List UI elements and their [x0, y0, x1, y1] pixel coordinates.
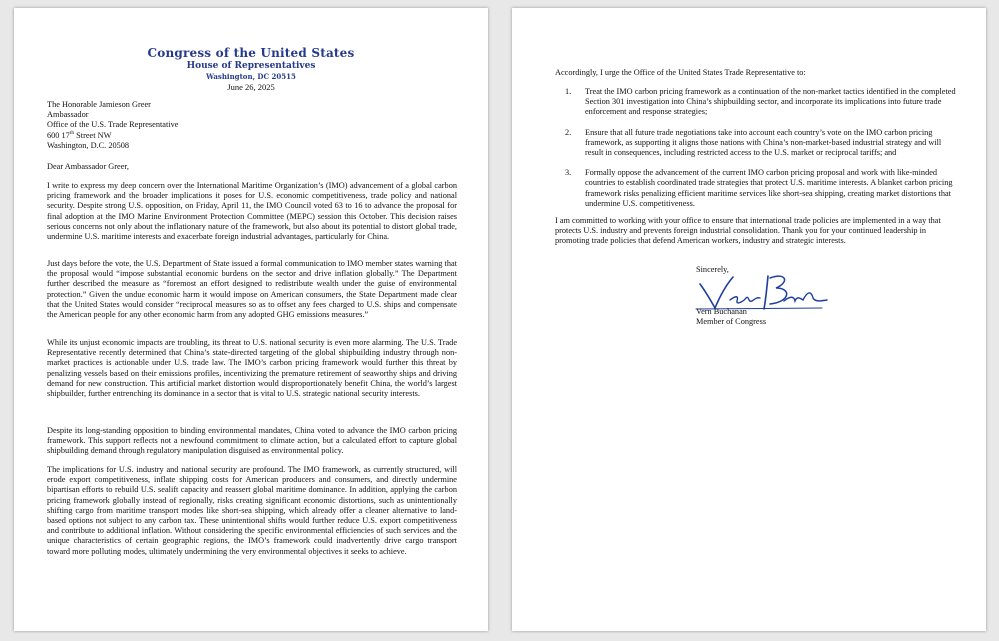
address-line: Ambassador	[47, 110, 89, 120]
street-name: Street NW	[74, 130, 112, 140]
body-paragraph: I write to express my deep concern over the International Maritime Organization’s (IMO) advancement of a global carbon pricing framework and the broader implications it poses for U.S. economic competitiveness, trade policy and national security. Despite strong U.S. opposition, on Friday, April 11, the IMO Council voted 63 to 16 to advance the proposal for final adoption at the IMO Marine Environment Protection Committee (MEPC) session this October. This decision raises serious concerns not only about the inflationary nature of the framework, but also about its potential to distort global trade, undermine U.S. maritime interests and exacerbate foreign industrial advantages, particularly for China.	[47, 181, 457, 242]
salutation: Dear Ambassador Greer,	[47, 162, 129, 171]
recommendations-intro: Accordingly, I urge the Office of the United States Trade Representative to:	[555, 68, 806, 77]
address-line: The Honorable Jamieson Greer	[47, 100, 151, 109]
list-item-number: 3.	[565, 168, 572, 178]
list-item	[555, 87, 960, 118]
recommendations-list	[555, 87, 960, 219]
letter-page-1	[14, 8, 488, 631]
body-paragraph: While its unjust economic impacts are troubling, its threat to U.S. national security is even more alarming. The U.S. Trade Representative recently determined that China’s state-directed targeting of the global shipbuilding industry through non-market practices is actionable under U.S. trade law. The IMO’s carbon pricing framework would further this threat by penalizing vessels based on their emissions profiles, incentivizing the premature retirement of seaworthy ships and driving demand for new construction. This artificial market distortion would disproportionately benefit China, the world’s largest shipbuilder, further entrenching its dominance in a sector that is vital to U.S. strategic national security interests.	[47, 338, 457, 399]
address-line: Washington, D.C. 20508	[47, 140, 130, 150]
letterhead-city: Washington, DC 20515	[206, 72, 296, 81]
body-paragraph: The implications for U.S. industry and national security are profound. The IMO framework, as currently structured, will erode export competitiveness, inflate shipping costs for American producers and consumers, and directly undermine bipartisan efforts to rebuild U.S. sealift capacity and reassert global maritime dominance. In addition, applying the carbon pricing framework globally instead of regionally, risks creating significant economic distortions, such as unintentionally shifting cargo from maritime transport modes like short-sea shipping, which already offer a cleaner alternative to land-based options not subject to any carbon tax. These unintentional shifts would further reduce U.S. export competitiveness and contribute to additional inflation. Without considering the specific environmental efficiencies of such services and the unique characteristics of certain geographic regions, the IMO’s framework could inadvertently drive cargo transport toward more polluting modes, ultimately undermining the very environmental objectives it seeks to achieve.	[47, 465, 457, 556]
list-item-number: 2.	[565, 127, 572, 137]
letterhead-title: Congress of the United States	[147, 46, 355, 60]
sign-off: Sincerely,	[696, 265, 729, 274]
body-paragraph: Despite its long-standing opposition to binding environmental mandates, China voted to advance the IMO carbon pricing framework. This support reflects not a newfound commitment to climate action, but a calculated effort to capture global shipbuilding demand through regulatory manipulation disguised as environmental policy.	[47, 426, 457, 456]
address-line: Office of the U.S. Trade Representative	[47, 120, 179, 130]
signatory	[696, 307, 766, 327]
address-line	[47, 131, 178, 141]
letter-page-2	[512, 8, 986, 631]
closing-paragraph: I am committed to working with your office to ensure that international trade policies are implemented in a way that protects U.S. industry and prevents foreign industrial consolidation. Thank you for your continued leadership in promoting trade policies that defend American workers, industry and strategic interests.	[555, 216, 941, 246]
recipient-address	[47, 100, 178, 151]
list-item-number: 1.	[565, 87, 572, 96]
signatory-title: Member of Congress	[696, 317, 767, 326]
list-item-text: Formally oppose the advancement of the current IMO carbon pricing proposal and work with like-minded countries to establish coordinated trade strategies that protect U.S. maritime interests. A blanket carbon pricing framework risks penalizing efficient maritime services like short-sea shipping, creating market distortions that undermine U.S. competitiveness.	[585, 168, 953, 208]
letter-date: June 26, 2025	[227, 82, 275, 92]
list-item	[555, 168, 960, 209]
letterhead-subtitle: House of Representatives	[186, 61, 316, 71]
list-item	[555, 128, 960, 159]
list-item-text: Ensure that all future trade negotiations take into account each country’s vote on the IMO carbon pricing framework, as supporting it aligns those nations with China’s non-market-based industrial strategy and will result in consequences, including restricted access to the U.S. market or reciprocal tariffs; and	[585, 127, 942, 158]
list-item-text: Treat the IMO carbon pricing framework as a continuation of the non-market tactics identified in the completed Section 301 investigation into China’s shipbuilding sector, and incorporate its implications into future trade enforcement and response strategies;	[585, 87, 956, 117]
body-paragraph: Just days before the vote, the U.S. Department of State issued a formal communication to IMO member states warning that the proposal would “impose substantial economic burdens on the sector and drive inflation globally.” The Department further described the measure as “foremost an effort designed to redistribute wealth under the guise of environmental protection.” Given the undue economic harm it would impose on American consumers, the State Department made clear that the United States would consider “reciprocal measures so as to offset any fees charged to U.S. ships and compensate the American people for any other economic harm from any adopted GHG emissions measures.”	[47, 259, 457, 320]
signatory-name: Vern Buchanan	[696, 307, 747, 316]
street-number: 600 17	[47, 130, 70, 140]
letterhead	[14, 46, 488, 92]
street-ordinal: th	[69, 129, 75, 136]
